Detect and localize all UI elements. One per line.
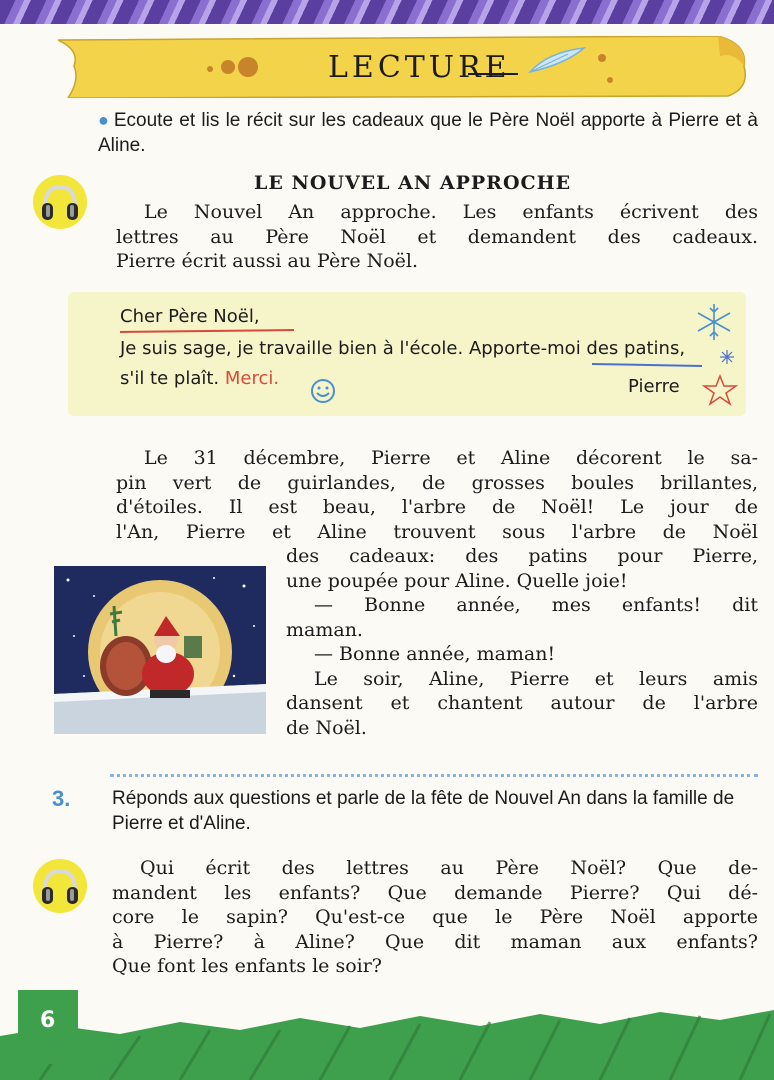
exercise-number: 3. bbox=[52, 786, 71, 811]
letter-line-2: s'il te plaît. Merci. bbox=[120, 368, 280, 389]
dialogue-line: — Bonne année, maman! bbox=[314, 643, 556, 665]
question-line: mandent les enfants? Que demande Pierre? Qui dé- bbox=[112, 881, 758, 904]
page-number-badge bbox=[18, 990, 78, 1064]
quill-icon bbox=[528, 46, 588, 76]
small-star-icon bbox=[720, 350, 734, 364]
letter-box bbox=[68, 292, 746, 416]
text-line: de Noël. bbox=[286, 716, 367, 739]
text-line: maman. bbox=[286, 618, 363, 641]
story-paragraph-2-continued bbox=[286, 544, 758, 740]
snowflake-icon bbox=[694, 302, 734, 342]
text-line: pin vert de guirlandes, de grosses boules brillantes, bbox=[116, 471, 758, 494]
question-line: Qui écrit des lettres au Père Noël? Que de- bbox=[140, 857, 758, 879]
star-icon bbox=[700, 372, 740, 408]
exercise-instruction: Réponds aux questions et parle de la fête de Nouvel An dans la famille de Pierre et d'Aline. bbox=[112, 788, 735, 834]
dialogue-line: — Bonne année, mes enfants! dit bbox=[314, 594, 758, 616]
text-line: Pierre écrit aussi au Père Noël. bbox=[116, 250, 419, 272]
section-banner bbox=[58, 36, 754, 98]
smiley-icon bbox=[310, 378, 336, 404]
headphones-icon bbox=[32, 858, 88, 914]
text-line: des cadeaux: des patins pour Pierre, bbox=[286, 545, 758, 567]
headphones-icon bbox=[32, 174, 88, 230]
banner-title: LECTURE bbox=[328, 50, 511, 85]
text-line: dansent et chantent autour de l'arbre bbox=[286, 692, 758, 714]
top-decorative-band bbox=[0, 0, 774, 24]
text-line: une poupée pour Aline. Quelle joie! bbox=[286, 569, 628, 592]
intro-instruction: ● Ecoute et lis le récit sur les cadeaux que le Père Noël apporte à Pierre et à Aline. bbox=[98, 110, 758, 156]
text-line: Le 31 décembre, Pierre et Aline décorent le sa- bbox=[144, 447, 758, 469]
story-title: LE NOUVEL AN APPROCHE bbox=[254, 172, 572, 194]
story-paragraph-1 bbox=[116, 200, 758, 274]
bullet-icon: ● bbox=[98, 110, 110, 130]
text-line: d'étoiles. Il est beau, l'arbre de Noël! Le jour de bbox=[116, 496, 758, 518]
grass-footer bbox=[0, 996, 774, 1080]
exercise-questions bbox=[112, 856, 758, 979]
santa-illustration bbox=[54, 566, 266, 734]
text-line: Le soir, Aline, Pierre et leurs amis bbox=[314, 667, 758, 690]
question-line: à Pierre? à Aline? Que dit maman aux enfants? bbox=[112, 930, 758, 953]
text-line: l'An, Pierre et Aline trouvent sous l'arbre de Noël bbox=[116, 520, 758, 543]
page-number: 6 bbox=[40, 1008, 56, 1033]
letter-greeting: Cher Père Noël, bbox=[120, 306, 260, 327]
story-paragraph-2 bbox=[116, 446, 758, 544]
letter-line-1: Je suis sage, je travaille bien à l'école. Apporte-moi des patins, bbox=[120, 338, 686, 359]
letter-signature: Pierre bbox=[628, 376, 680, 397]
letter-merci: Merci. bbox=[224, 368, 280, 389]
text-line: Le Nouvel An approche. Les enfants écrivent des bbox=[144, 201, 758, 223]
section-divider bbox=[110, 774, 758, 777]
text-line: lettres au Père Noël et demandent des cadeaux. bbox=[116, 225, 758, 248]
question-line: Que font les enfants le soir? bbox=[112, 955, 382, 977]
question-line: core le sapin? Qu'est-ce que le Père Noël apporte bbox=[112, 906, 758, 928]
